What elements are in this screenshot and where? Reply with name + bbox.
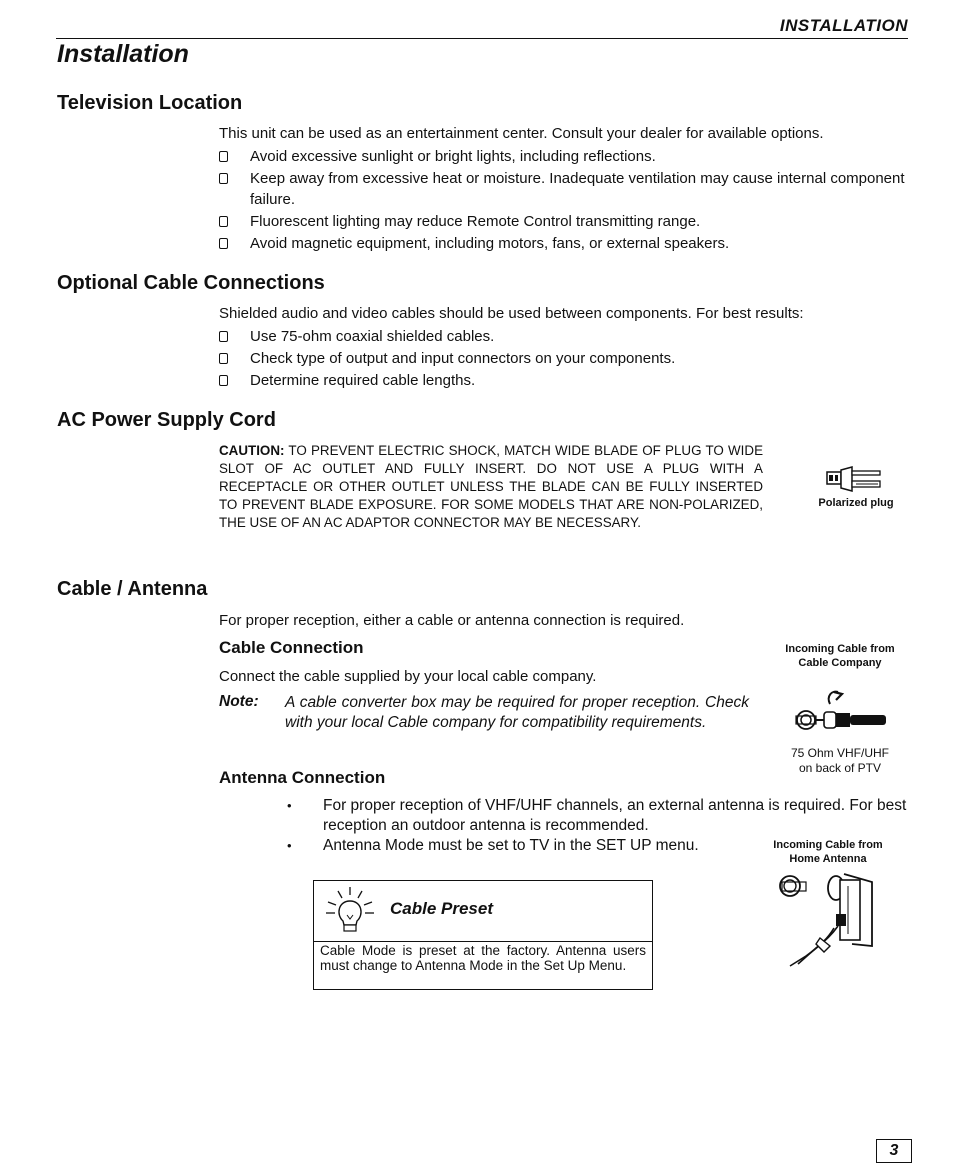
optional-cable-intro: Shielded audio and video cables should be used between components. For best results: (219, 305, 804, 322)
note-text: A cable converter box may be required for proper reception. Check with your local Cable company for compatibility requirements. (285, 694, 749, 731)
cable-connection-heading: Cable Connection (219, 638, 364, 657)
home-antenna-caption: Incoming Cable from Home Antenna (773, 839, 883, 865)
list-item: Use 75-ohm coaxial shielded cables. (218, 326, 908, 347)
cable-connection-text: Connect the cable supplied by your local cable company. (219, 668, 597, 685)
page-number: 3 (876, 1139, 912, 1163)
coax-connector-icon (790, 686, 890, 734)
cable-company-caption: Incoming Cable from Cable Company (785, 643, 895, 669)
bullet-dot-icon: • (287, 798, 292, 813)
caution-label: CAUTION: (219, 443, 285, 458)
optional-cable-heading: Optional Cable Connections (57, 272, 325, 294)
note-label: Note: (219, 693, 259, 710)
preset-text: Cable Mode is preset at the factory. Antenna users must change to Antenna Mode in the Set Up Menu. (320, 943, 646, 973)
bullet-dot-icon: • (287, 838, 292, 853)
cable-antenna-heading: Cable / Antenna (57, 578, 208, 600)
list-item: Keep away from excessive heat or moisture. Inadequate ventilation may cause internal component failure. (218, 168, 908, 210)
preset-header (314, 881, 652, 942)
ohm-caption-line2: on back of PTV (798, 761, 882, 775)
caution-text: CAUTION: TO PREVENT ELECTRIC SHOCK, MATCH WIDE BLADE OF PLUG TO WIDE SLOT OF AC OUTLET AND FULLY INSERT. DO NOT USE A PLUG WITH A RECEPTACLE OR OTHER OUTLET UNLESS THE BLADE CAN BE FULLY INSERTED TO PREVENT BLADE EXPOSURE. FOR SOME MODELS THAT ARE NON-POLARIZED, THE USE OF AN AC ADAPTOR CONNECTOR MAY BE NECESSARY. (219, 443, 763, 530)
running-head: INSTALLATION (779, 16, 908, 35)
preset-title: Cable Preset (390, 899, 493, 918)
cable-antenna-intro: For proper reception, either a cable or antenna connection is required. (219, 612, 685, 629)
tv-location-intro: This unit can be used as an entertainment center. Consult your dealer for available options. (219, 125, 824, 142)
tv-location-list (218, 146, 908, 254)
tv-location-heading: Television Location (57, 92, 243, 114)
lightbulb-icon (322, 885, 378, 935)
checkbox-bullet-icon (219, 216, 228, 227)
checkbox-bullet-icon (219, 173, 228, 184)
antenna-connector-icon (776, 866, 886, 970)
list-item: • Antenna Mode must be set to TV in the SET UP menu. (287, 837, 699, 854)
cable-preset-box (313, 880, 653, 990)
plug-caption: Polarized plug (818, 497, 894, 509)
list-item: Avoid excessive sunlight or bright lights, including reflections. (218, 146, 908, 167)
optional-cable-list (218, 326, 908, 391)
page-title: Installation (57, 40, 189, 68)
checkbox-bullet-icon (219, 151, 228, 162)
list-item: • For proper reception of VHF/UHF channels, an external antenna is required. For best reception an outdoor antenna is recommended. (287, 797, 907, 834)
ohm-caption-line1: 75 Ohm VHF/UHF (790, 746, 889, 760)
polarized-plug-icon (822, 464, 886, 494)
antenna-connection-heading: Antenna Connection (219, 768, 386, 787)
list-item: Check type of output and input connectors on your components. (218, 348, 908, 369)
checkbox-bullet-icon (219, 331, 228, 342)
checkbox-bullet-icon (219, 353, 228, 364)
header-rule (56, 38, 908, 39)
checkbox-bullet-icon (219, 238, 228, 249)
ac-power-heading: AC Power Supply Cord (57, 409, 276, 431)
list-item: Avoid magnetic equipment, including motors, fans, or external speakers. (218, 233, 908, 254)
list-item: Determine required cable lengths. (218, 370, 908, 391)
list-item: Fluorescent lighting may reduce Remote Control transmitting range. (218, 211, 908, 232)
checkbox-bullet-icon (219, 375, 228, 386)
